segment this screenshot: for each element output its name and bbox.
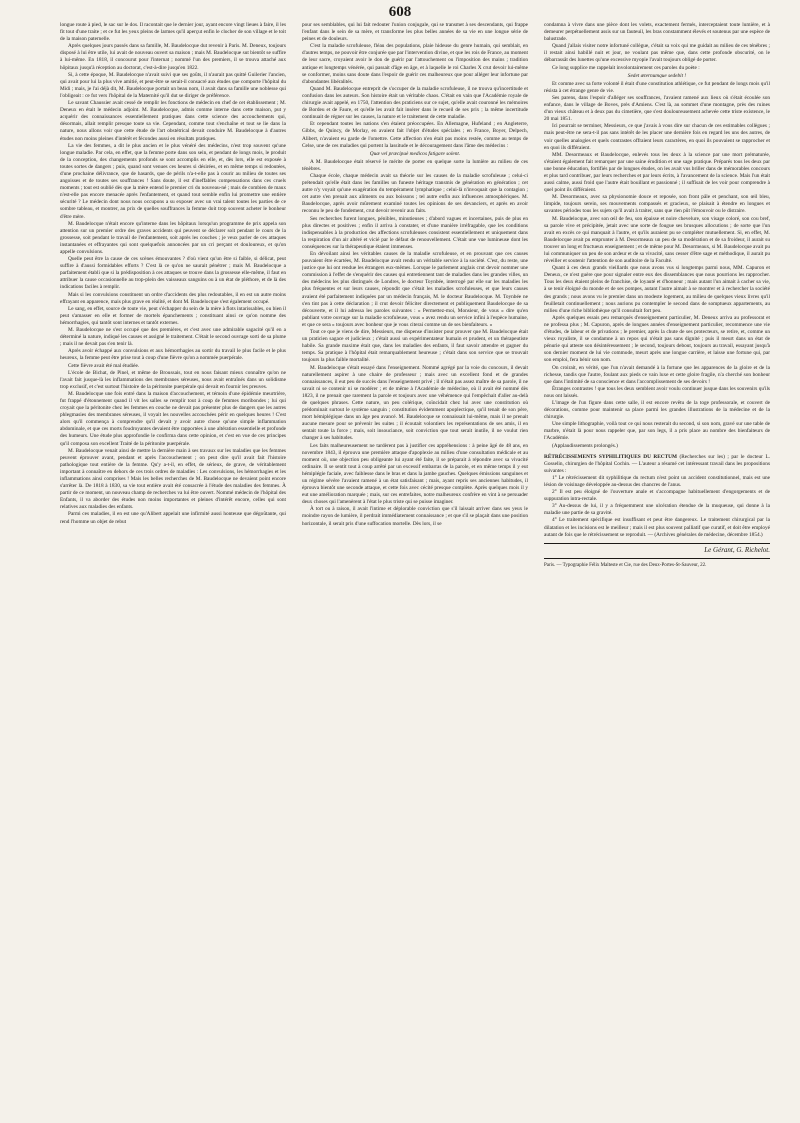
paragraph: C'est la maladie scrofuleuse, fléau des populations, plaie hideuse du genre humain, qui semblait, en d'autres temps, ne pouvoir être conjurée que par l'intervention divine, et que les rois de France, au moment de leur sacre, croyaient avoir le don de guérir par l'attouchement ou l'imposition des mains ; tradition antique et longtemps vénérée, qui passait d'âge en âge, et à laquelle le roi Charles X crut devoir lui-même se conformer, moins sans doute dans l'espoir de guérir ces malheureux que pour alléger leur infortune par d'abondantes libéralités. <box>302 43 528 85</box>
paragraph: M. Baudelocque, avec son œil de feu, son épaisse et noire chevelure, son visage coloré, son cou bref, sa parole vive et précipitée, jetait avec une sorte de fougue ses brusques allocutions ; de sorte que l'un avait en excès ce qui manquait à l'autre, et qu'ils auraient pu se compléter mutuellement. Si, en effet, M. Baudelocque avait pu emprunter à M. Desormeaux un peu de sa modération et de sa froideur, il aurait su trouver un long et fructueux enseignement ; et de même pour M. Desormeaux, si M. Baudelocque avait pu lui communiquer un peu de son ardeur et de sa vivacité, sans cesser d'être sage et méthodique, il aurait pu réveiller et soutenir l'attention de son auditoire de la Faculté. <box>544 215 770 265</box>
paragraph: M. Baudelocque ne s'est occupé que des premières, et c'est avec une admirable sagacité qu'il en a déterminé la nature, indiqué les causes et assigné le traitement. C'était le second ouvrage sorti de sa plume ; mais il ne devait pas s'en tenir là. <box>60 327 286 348</box>
paragraph: longue route à pied, le sac sur le dos. Il racontait que le dernier jour, ayant encore vingt lieues à faire, il les fit tout d'une traite ; et ce fut les yeux pleins de larmes qu'il aperçut enfin le clocher de son village et le toit de la maison paternelle. <box>60 22 286 43</box>
paragraph: Ses recherches furent longues, pénibles, minutieuses ; d'abord vagues et incertaines, puis de plus en plus directes et positives ; enfin il arriva à constater, et d'une manière irréfragable, que les conditions indispensables à la production des affections scrofuleuses consistent essentiellement et uniquement dans la respiration d'un air altéré et vicié par le défaut de renouvellement. C'était une vue lumineuse dont les conséquences sur la thérapeutique étaient immenses. <box>302 215 528 250</box>
paragraph: Ici pourrait se terminer, Messieurs, ce que j'avais à vous dire sur chacun de ces estimables collègues ; mais peut-être ne sera-t-il pas sans intérêt de les placer une dernière fois en regard les uns des autres, de voir quelles analogies et quels contrastes offraient leurs caractères, en quoi ils pouvaient se rapprocher et en quoi ils différaient. <box>544 123 770 151</box>
paragraph: M. Baudelocque s'était essayé dans l'enseignement. Nommé agrégé par la voie du concours, il devait naturellement aspirer à une chaire de professeur ; mais avec un excellent fond et de grandes connaissances, il eut peu de succès dans l'enseignement privé ; il n'était pas assez maître de sa parole, il ne savait ni se contenir ni se modérer ; et de même à l'Académie de médecine, où il avait été nommé dès 1823, il ne prenait que rarement la parole et toujours avec une véhémence qui l'empêchait d'aller au-delà de quelques phrases. Cette nature, un peu colérique, coïncidait chez lui avec une constitution où prédominait surtout le système sanguin ; constitution évidemment apoplectique, qu'il tenait de son père, mort hémiplégique dans un âge peu avancé. M. Baudelocque se connaissait lui-même, mais il ne prenait aucune mesure pour se prévenir les suites ; il écoutait volontiers les représentations de ses amis, il en sentait toute la force ; mais, soit insouciance, soit conviction que tout serait inutile, il ne voulut rien changer à ses habitudes. <box>302 364 528 442</box>
column-3 <box>544 22 770 1112</box>
paragraph: À tort ou à raison, il avait l'intime et déplorable conviction que s'il laissait arriver dans ses yeux le moindre rayon de lumière, il perdrait immédiatement connaissance ; et que s'il se plaçait dans une position horizontale, il serait pris d'une suffocation mortelle. Dès lors, il se <box>302 506 528 527</box>
paragraph: M. Desormeaux, avec sa physionomie douce et reposée, son front pâle et penchant, son œil bleu, limpide, toujours serein, ses mouvements compassés et gracieux, se plaisait à étendre en longues et savantes périodes tous les sujets qu'il avait à traiter, sans que rien pût l'émouvoir ou le distraire. <box>544 194 770 215</box>
paragraph: Ce long supplice me rappelait involontairement ces paroles du poète : <box>552 64 700 71</box>
paragraph: condamna à vivre dans une pièce dont les volets, exactement fermés, interceptaient toute lumière, et à demeurer perpétuellement assis sur un fauteuil, les bras constamment élevés et soutenus par une espèce de balustrade. <box>544 22 770 43</box>
paragraph: Après avoir échappé aux convulsions et aux hémorrhagies au sortir du travail le plus facile et le plus heureux, la femme peut être prise tout à coup d'une fièvre qu'on a nommée puerpérale. <box>60 348 286 362</box>
paragraph: Quand M. Baudelocque entreprit de s'occuper de la maladie scrofuleuse, il ne trouva qu'incertitude et confusion dans les auteurs. Son histoire était un véritable chaos. C'était en vain que l'Académie royale de chirurgie avait appelé, en 1750, l'attention des praticiens sur ce sujet, qu'elle avait couronné les mémoires de Bordeu et de Faure, et qu'elle les avait fait insérer dans le recueil de ses prix ; la même incertitude continuait de régner sur les causes, la nature et le traitement de cette maladie. <box>302 85 528 121</box>
paragraph: L'école de Bichat, de Pinel, et même de Broussais, tout en nous faisant mieux connaître qu'on ne l'avait fait jusque-là les inflammations des membranes séreuses, nous avait entraînés dans un solidisme trop exclusif, et c'est surtout l'histoire de la péritonite puerpérale qui devait en fournir les preuves. <box>60 369 286 390</box>
paragraph: A M. Baudelocque était réservé le mérite de porter en quelque sorte la lumière au milieu de ces ténèbres. <box>302 158 528 172</box>
paragraph: Le savant Chaussier avait cessé de remplir les fonctions de médecin en chef de cet établissement ; M. Deneux en était le médecin adjoint. M. Baudelocque, admis comme interne dans cette maison, put y acquérir des connaissances essentiellement pratiques dans cette science des accouchements qui, désormais, allait remplir presque toute sa vie. Cependant, comme tout s'enchaîne et tout se lie dans la nature, nous allons voir que cette étude de l'art obstétrical devait conduire M. Baudelocque à d'autres études non moins pleines d'intérêt et fécondes aussi en résultats pratiques. <box>60 100 286 142</box>
printer-imprint: Paris. — Typographie Félix Malteste et Cie, rue des Deux-Portes-St-Sauveur, 22. <box>544 562 707 568</box>
paragraph: pour ses semblables, qui lui fait redouter l'union conjugale, qui se transmet à ses descendants, qui frappe l'enfant dans le sein de sa mère, et transforme les plus belles années de sa vie en une longue série de peines et de douleurs. <box>302 22 528 43</box>
proposition: 2° Il est peu éloigné de l'ouverture anale et s'accompagne habituellement d'engorgements et de suppuration intra-rectale. <box>544 489 770 503</box>
paragraph: Et comme avec sa forte volonté il était d'une constitution athlétique, ce fut pendant de longs mois qu'il résista à cet étrange genre de vie. <box>544 80 770 94</box>
paragraph: M. Baudelocque n'était encore qu'interne dans les hôpitaux lorsqu'un programme de prix appela son attention sur un premier ordre des graves accidents qui peuvent se déclarer soit pendant le cours de la grossesse, soit pendant le travail de l'enfantement, soit après les couches ; je veux parler de ces attaques instantanées et effrayantes qui sont quelquefois annoncées par un cri perçant et douloureux, et qu'on appelle convulsions. <box>60 220 286 255</box>
paragraph: Quant à ces deux grands vieillards que nous avons vus si longtemps parmi nous, MM. Capuron et Deneux, ce n'est guère que pour signaler entre eux des dissemblances que nous pourrions les rapprocher. Tous les deux étaient pleins de franchise, de loyauté et d'honneur ; mais autant l'un aimait à cacher sa vie, à se tenir éloigné du monde et de ses pompes, autant l'autre aimait à se montrer et à rechercher la société des grands ; nous avons vu le premier dans un modeste logement, au milieu de quelques vieux livres qu'il feuilletait continuellement ; nous aurions pu contempler le second dans de somptueux appartements, au milieu d'une riche bibliothèque qu'il consultait fort peu. <box>544 265 770 314</box>
paragraph: En dévoilant ainsi les véritables causes de la maladie scrofuleuse, et en prouvant que ces causes pouvaient être écartées, M. Baudelocque avait rendu un véritable service à la société. C'est, du reste, une justice que lui ont rendue les étrangers eux-mêmes. Lorsque le parlement anglais crut devoir nommer une commission à l'effet de s'enquérir des causes qui entretiennent tant de maladies dans les grandes villes, un des médecins les plus distingués de Londres, le docteur Toynbée, interrogé par elle sur les maladies les plus fréquentes et sur leurs causes, répondit que c'était les maladies scrofuleuses, et que leurs causes avaient été parfaitement indiquées par un médecin français, M. le docteur Baudelocque. M. Toynbée ne s'en tint pas à cette déclaration ; il crut devoir féliciter directement et publiquement Baudelocque de sa découverte, et il lui adressa les paroles suivantes : « Permettez-moi, Monsieur, de vous » dire qu'en publiant votre ouvrage sur la maladie scrofuleuse, vous » avez rendu un service infini à l'espèce humaine, et que ce sera » toujours avec bonheur que je vous citerai comme un de ses bienfaiteurs. » <box>302 251 528 328</box>
proposition: 4° Le traitement spécifique est insuffisant et peut être dangereux. Le traitement chirurgical par la dilatation et les incisions est le meilleur ; mais il est plus souvent palliatif que curatif, et doit être employé autant de fois que le rétrécissement se reproduit. — (Archives générales de médecine, décembre 1854.) <box>544 517 770 538</box>
paragraph: Les faits malheureusement ne tardèrent pas à justifier ces appréhensions : à peine âgé de 48 ans, en novembre 1843, il éprouva une première attaque d'apoplexie au milieu d'une consultation médicale et au moment où, une objection peu obligeante lui ayant été faite, il se préparait à répondre avec sa vivacité ordinaire. Il se sentit tout à coup arrêté par un excessif embarras de la parole, et en même temps il y eut hémiplégie faciale, avec faiblesse dans le bras et dans la jambe gauches. Quelques émissions sanguines et un régime sévère l'avaient ramené à un état satisfaisant ; mais, ayant repris ses anciennes habitudes, il éprouva bientôt une seconde attaque, et cette fois avec cécité presque complète. Après quelques mois il y eut une amélioration marquée ; mais, sur ces entrefaites, notre malheureux confrère en vint à se persuader deux choses qui l'amenèrent à l'état le plus triste qui se puisse imaginer. <box>302 442 528 506</box>
divider <box>544 558 770 559</box>
paragraph: Ses parens, dans l'espoir d'alléger ses souffrances, l'avaient ramené aux lieux où s'était écoulée son enfance, dans le village de Boves, près d'Amiens. C'est là, au sommet d'une montagne, près des ruines d'un vieux château et à deux pas du cimetière, que s'est douloureusement achevée cette triste existence, le 20 mai 1851. <box>544 94 770 123</box>
divider <box>544 543 770 544</box>
page-number: 608 <box>388 4 412 20</box>
proposition: 1° Le rétrécissement dit syphilitique du rectum n'est point un accident constitutionnel, mais est une lésion de voisinage développée au-dessus des chancres de l'anus. <box>544 474 770 488</box>
paragraph: Après quelques essais peu remarqués d'enseignement particulier, M. Deneux arriva au professorat et ne professa plus ; M. Capuron, après de longues années d'enseignement particulier, recommence une vie d'études, de labeur et de privations ; le premier, après la chute de ses protecteurs, se retire, et, comme un vieux royaliste, il se condamne à un repos qui n'était pas sans dignité ; puis il meurt dans un état de pénurie qui atteste son désintéressement ; le second, toujours debout, toujours au travail, essayant jusqu'à son dernier moment de lui vie commode, meurt après une longue carrière, et laisse une fortune qui, par son emploi, fera bénir son nom. <box>544 314 770 364</box>
paragraph: M. Baudelocque une fois entré dans la maison d'accouchement, et témoin d'une épidémie meurtrière, fut frappé d'étonnement quand il vit les salles se remplir tout à coup de femmes moribondes ; lui qui croyait que la péritonite chez les femmes en couche ne devait pas présenter plus de dangers que les autres phlegmasies des membranes séreuses, il voyait les nouvelles accouchées périr en quelques heures ! C'est alors qu'il commença à comprendre qu'il devait y avoir autre chose qu'une simple inflammation abdominale, et que ces morts foudroyantes devaient être rapportées à une altération essentielle et profonde des humeurs. Une étude plus approfondie le confirma dans cette opinion, et c'est en vue de ces principes qu'il composa son excellent Traité de la péritonite puerpérale. <box>60 390 286 447</box>
paragraph: Le sang, en effet, source de toute vie, peut s'échapper du sein de la mère à flots intarissables, ou bien il peut s'amasser en elle et former de mortels épanchements ; constituant ainsi ce qu'on nomme des hémorrhagies, qui tantôt sont internes et tantôt externes. <box>60 305 286 326</box>
proposition: 3° Au-dessus de lui, il y a fréquemment une ulcération étendue de la muqueuse, qui donne à la maladie une partie de sa gravité. <box>544 503 770 517</box>
column-2 <box>302 22 528 1112</box>
paragraph: Si, à cette époque, M. Baudelocque n'avait suivi que ses goûts, il n'aurait pas quitté Guilerier l'ancien, qui avait pour lui la plus vive amitié, et peut-être se serait-il consacré aux études que comporte l'hôpital du Midi ; mais, je l'ai déjà dit, M. Baudelocque portait un beau nom, il avait dans sa famille une noblesse qui l'obligeait : ce fut vers l'hôpital de la Maternité qu'il dut se diriger de préférence. <box>60 71 286 99</box>
latin-quotation: Quæ vel præcipuè medicos fatigare solent. <box>369 150 461 157</box>
paragraph: Parmi ces maladies, il en est une qu'Alibert appelait une infirmité aussi honteuse que dégoûtante, qui rend l'homme un objet de rebut <box>60 511 286 525</box>
paragraph: MM. Desormeaux et Baudelocque, enlevés tous les deux à la science par une mort prématurée, s'étaient également fait remarquer par une saine érudition et une sage pratique. Préparés tous les deux par une bonne éducation, fortifiés par de longues études, on les avait vus briller dans de mémorables concours et plus tard contribuer, par leurs recherches et par leurs écrits, à l'avancement de la science. Mais l'un était aussi calme, aussi froid que l'autre était bouillant et passionné ; il suffisait de les voir pour comprendre à quel point ils différaient. <box>544 151 770 194</box>
paragraph: Cette fièvre avait été mal étudiée. <box>68 362 140 369</box>
paragraph: Tout ce que je viens de dire, Messieurs, me dispense d'insister pour prouver que M. Baudelocque était un praticien sagace et judicieux ; c'était aussi un expérimentateur humain et prudent, et un thérapeutiste habile. Sa grande maxime était que, dans les maladies des enfants, il faut savoir attendre et gagner du temps. Sa pratique à l'hôpital était remarquablement heureuse ; c'était dans son service que se trouvait toujours la plus faible mortalité. <box>302 329 528 364</box>
paragraph: Mais si les convulsions constituent un ordre d'accidents des plus redoutables, il en est un autre moins effrayant en apparence, mais plus grave en réalité, et dont M. Baudelocque s'est également occupé. <box>60 291 286 305</box>
paragraph: Quand j'allais visiter notre infortuné collègue, c'était sa voix qui me guidait au milieu de ces ténèbres ; il restait ainsi habillé nuit et jour, ne voulant pas même que, dans cette profonde obscurité, on le débarrassât des lunettes qu'une excessive myopie l'avait toujours obligé de porter. <box>544 43 770 64</box>
paragraph: Étranges contrastes ! que tous les deux semblent avoir voulu continuer jusque dans les souvenirs qu'ils nous ont laissés. <box>544 385 770 399</box>
paragraph: On croirait, en vérité, que l'un n'avait demandé à la fortune que les apparences de la gloire et de la richesse, tandis que l'autre, foulant aux pieds ce vain luxe et cette gloire fragile, n'a cherché son bonheur que dans l'intimité de sa conscience et dans l'accomplissement de ses devoirs ! <box>544 364 770 385</box>
paragraph: Quelle peut être la cause de ces scènes émouvantes ? d'où vient qu'un être si faible, si délicat, peut suffire à d'aussi formidables efforts ? C'est là ce qu'on ne saurait pénétrer ; mais M. Baudelocque a parfaitement établi que si la prédisposition à ces attaques se trouve dans la grossesse elle-même, il faut en attribuer la cause occasionnelle au trop-plein des vaisseaux sanguins ou à un état de pléthore, et de là des indications faciles à remplir. <box>60 256 286 291</box>
article-title: RÉTRÉCISSEMENTS SYPHILITIQUES DU RECTUM <box>544 453 677 460</box>
paragraph: L'image de l'un figure dans cette salle, il est encore revêtu de la toge professorale, et couvert de décorations, comme pour maintenir sa place parmi les grandes illustrations de la médecine et de la chirurgie. <box>544 399 770 421</box>
applause-note: (Applaudissements prolongés.) <box>552 442 618 449</box>
paragraph: Chaque école, chaque médecin avait sa théorie sur les causes de la maladie scrofuleuse ; celui-ci prétendait qu'elle était dans les familles un funeste héritage transmis de génération en génération ; cet autre n'y voyait qu'une exagération du tempérament lymphatique ; celui-là n'invoquait que la contagion ; cet autre s'en prenait aux aliments ou aux boissons ; tel autre enfin aux influences atmosphériques. M. Baudelocque, après avoir mûrement examiné toutes les opinions de ses devanciers, et après en avoir reconnu le peu de fondement, crut devoir revenir aux faits. <box>302 172 528 215</box>
column-1 <box>60 22 286 1112</box>
paragraph: Et cependant toutes les nations s'en étaient préoccupées. En Allemagne, Hufeland ; en Angleterre, Gibbs, de Quincy, de Morlay, en avaient fait l'objet d'études spéciales ; en France, Boyer, Delpech, Alibert, n'avaient eu garde de l'omettre. Cette affection n'en était pas moins restée, comme au temps de Celse, une de ces maladies qui portent la lassitude et le découragement dans l'âme des médecins : <box>302 121 528 149</box>
text-columns <box>60 22 770 1112</box>
article-heading <box>544 454 770 475</box>
article-intro: (Recherches sur les) ; par le docteur L. Gosselin, chirurgien de l'hôpital Cochin. — L'auteur a résumé cet intéressant travail dans les propositions suivantes : <box>544 453 770 474</box>
paragraph: La vie des femmes, a dit le plus ancien et le plus vénéré des médecins, n'est trop souvent qu'une longue maladie. Par cela, en effet, que la femme porte dans son sein, et pendant de longs mois, le produit de la conception, des changements profonds se sont accomplis en elle, et, dès lors, elle est exposée à toutes sortes de dangers ; puis, quand sont venues ces heures si désirées, et en même temps si redoutées, d'une prochaine délivrance, que de hasards, que de périls n'a-t-elle pas à courir au milieu de toutes ses angoisses et de toutes ses souffrances ! Sans doute, il est d'ineffables compensations dans ces cruels moments ; tout est oublié dès que la mère entend le premier cri du nouveau-né ; mais de combien de maux n'est-elle pas encore menacée après l'enfantement, et quand tout semble enfin lui promettre une entière sécurité ? Le médecin dont nous nous occupons a su exposer avec un vrai talent toutes les parties de ce sombre tableau, et montrer, au prix de quelles souffrances la femme doit trop souvent acheter le bonheur d'être mère. <box>60 142 286 220</box>
paragraph: Une simple lithographie, voilà tout ce qui nous resterait du second, si son nom, gravé sur une table de marbre, n'était là pour nous rappeler que, par son legs, il a pris place au nombre des bienfaiteurs de l'Académie. <box>544 421 770 442</box>
managing-editor-signature: Le Gérant, G. Richelot. <box>704 545 770 554</box>
paragraph: M. Baudelocque venait ainsi de mettre la dernière main à ses travaux sur les maladies que les femmes peuvent éprouver avant, pendant et après l'accouchement ; on peut dire qu'il avait fait l'histoire pathologique tout entière de la femme. Qu'y a-t-il, en effet, de sérieux, de grave, de véritablement important à connaître en dehors de ces trois ordres de maladies : Les convulsions, les hémorrhagies et les inflammations ainsi comprises ! Mais les belles recherches de M. Baudelocque ne devaient point encore s'arrêter là. De 1818 à 1830, sa vie tout entière avait été consacrée à l'étude des maladies des femmes. À partir de ce moment, un nouveau champ de recherches va lui être ouvert. Nommé médecin de l'hôpital des Enfants, il va aborder des études non moins importantes et pleines d'intérêt encore, celles qui sont relatives aux maladies des enfants. <box>60 447 286 511</box>
paragraph: Après quelques jours passés dans sa famille, M. Baudelocque dut revenir à Paris. M. Deneux, toujours disposé à lui être utile, lui avait de nouveau ouvert sa maison ; mais M. Baudelocque sut bientôt se suffire à lui-même. En 1818, il concourut pour l'internat ; nommé l'un des premiers, il se trouva attaché aux hôpitaux jusqu'à réception au doctorat, c'est-à-dire jusqu'en 1822. <box>60 43 286 71</box>
latin-quotation: Sedet æternumque sedebit ! <box>627 72 687 79</box>
